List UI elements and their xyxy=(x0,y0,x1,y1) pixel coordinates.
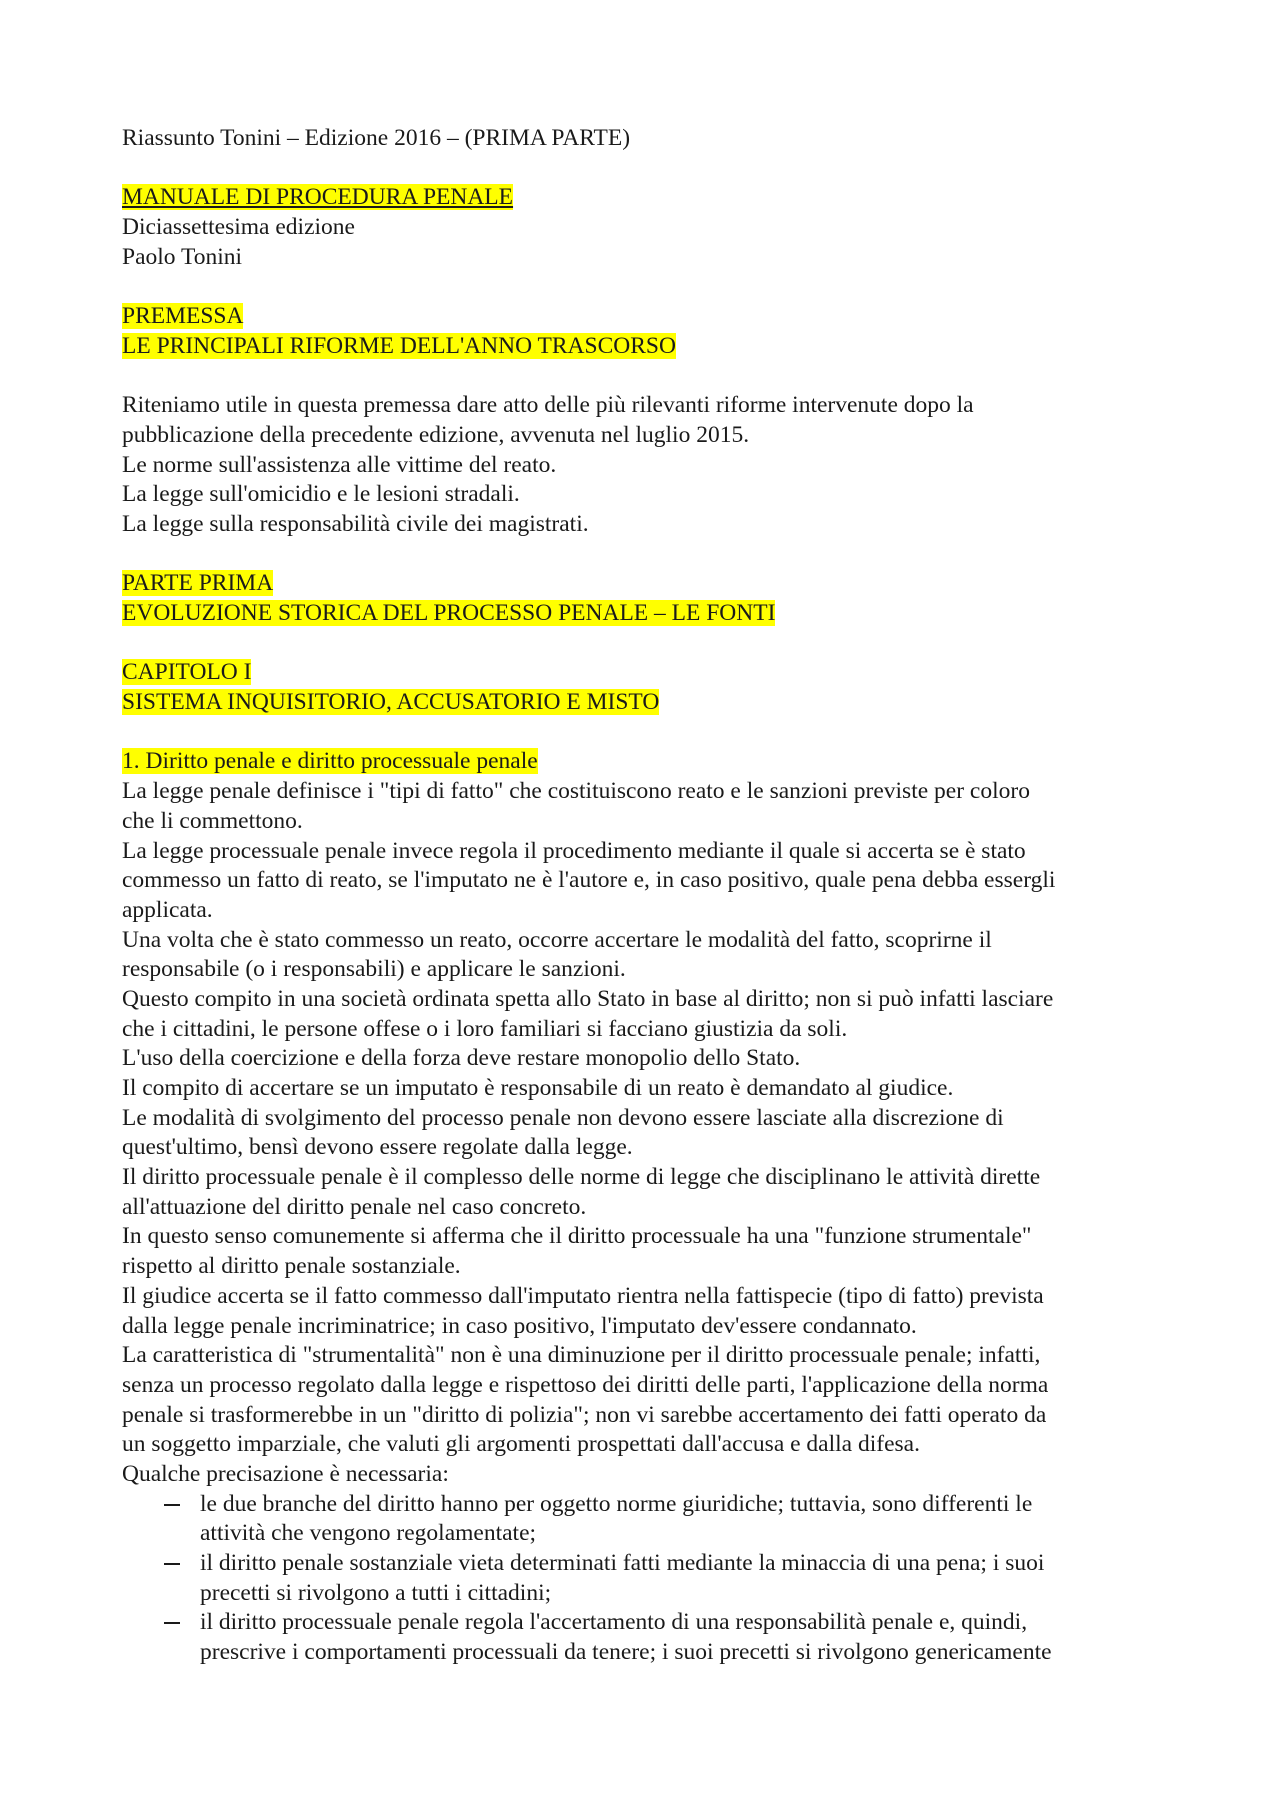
premessa-line: Riteniamo utile in questa premessa dare atto delle più rilevanti riforme intervenute dopo la xyxy=(122,392,974,419)
section-line: senza un processo regolato dalla legge e rispettoso dei diritti delle parti, l'applicazione della norma xyxy=(122,1371,1049,1398)
dash-bullet-icon xyxy=(162,1608,182,1638)
premessa-line: La legge sull'omicidio e le lesioni stradali. xyxy=(122,481,520,508)
section-line: Una volta che è stato commesso un reato, occorre accertare le modalità del fatto, scoprirne il xyxy=(122,926,992,953)
document-header-line: Riassunto Tonini – Edizione 2016 – (PRIMA PARTE) xyxy=(122,125,631,151)
bullet-line: il diritto processuale penale regola l'accertamento di una responsabilità penale e, quindi, xyxy=(200,1609,1028,1636)
section-line: che i cittadini, le persone offese o i loro familiari si facciano giustizia da soli. xyxy=(122,1015,848,1042)
section-line: rispetto al diritto penale sostanziale. xyxy=(122,1253,461,1280)
spacer xyxy=(122,540,1162,570)
section-line: Le modalità di svolgimento del processo penale non devono essere lasciate alla discrezione di xyxy=(122,1104,1004,1131)
premessa-line: Le norme sull'assistenza alle vittime del reato. xyxy=(122,451,557,478)
spacer xyxy=(122,362,1162,392)
section-line: quest'ultimo, bensì devono essere regolate dalla legge. xyxy=(122,1134,633,1161)
section-line: dalla legge penale incriminatrice; in caso positivo, l'imputato dev'essere condannato. xyxy=(122,1312,917,1339)
dash-bullet-icon xyxy=(162,1549,182,1579)
list-item xyxy=(122,1490,1162,1549)
bullet-line: precetti si rivolgono a tutti i cittadini; xyxy=(200,1579,552,1606)
section-line: La caratteristica di "strumentalità" non è una diminuzione per il diritto processuale penale; infatti, xyxy=(122,1342,1041,1369)
list-item xyxy=(122,1608,1162,1667)
bullet-list xyxy=(122,1490,1162,1668)
parte-heading: PARTE PRIMA xyxy=(122,570,274,597)
section-line: Questo compito in una società ordinata spetta allo Stato in base al diritto; non si può infatti lasciare xyxy=(122,985,1054,1012)
premessa-line: pubblicazione della precedente edizione, avvenuta nel luglio 2015. xyxy=(122,421,750,448)
section-line: Qualche precisazione è necessaria: xyxy=(122,1460,449,1487)
spacer xyxy=(122,718,1162,748)
capitolo-subheading: SISTEMA INQUISITORIO, ACCUSATORIO E MISTO xyxy=(122,689,660,716)
book-author: Paolo Tonini xyxy=(122,243,243,270)
section-line: responsabile (o i responsabili) e applicare le sanzioni. xyxy=(122,956,626,983)
section-line: La legge penale definisce i "tipi di fatto" che costituiscono reato e le sanzioni previste per coloro xyxy=(122,778,1030,805)
section-line: Il compito di accertare se un imputato è responsabile di un reato è demandato al giudice. xyxy=(122,1075,954,1101)
dash-bullet-icon xyxy=(162,1490,182,1520)
section-line: La legge processuale penale invece regola il procedimento mediante il quale si accerta se è stato xyxy=(122,837,1026,864)
parte-subheading: EVOLUZIONE STORICA DEL PROCESSO PENALE – LE FONTI xyxy=(122,600,776,626)
section-title: 1. Diritto penale e diritto processuale penale xyxy=(122,748,538,775)
section-line: penale si trasformerebbe in un "diritto di polizia"; non vi sarebbe accertamento dei fatti operato da xyxy=(122,1401,1047,1428)
section-line: L'uso della coercizione e della forza deve restare monopolio dello Stato. xyxy=(122,1045,801,1072)
section-line: Il diritto processuale penale è il complesso delle norme di legge che disciplinano le attività dirette xyxy=(122,1164,1041,1191)
section-line: Il giudice accerta se il fatto commesso dall'imputato rientra nella fattispecie (tipo di fatto) prevista xyxy=(122,1282,1044,1309)
section-line: In questo senso comunemente si afferma che il diritto processuale ha una "funzione strumentale" xyxy=(122,1223,1032,1250)
spacer xyxy=(122,154,1162,184)
section-line: un soggetto imparziale, che valuti gli argomenti prospettati dall'accusa e dalla difesa. xyxy=(122,1431,920,1458)
bullet-line: il diritto penale sostanziale vieta determinati fatti mediante la minaccia di una pena; i suoi xyxy=(200,1550,1045,1576)
document-body xyxy=(122,124,1162,1668)
section-line: che li commettono. xyxy=(122,807,303,834)
bullet-line: attività che vengono regolamentate; xyxy=(200,1520,537,1547)
book-edition: Diciassettesima edizione xyxy=(122,214,355,241)
premessa-line: La legge sulla responsabilità civile dei magistrati. xyxy=(122,510,589,537)
spacer xyxy=(122,629,1162,659)
bullet-line: prescrive i comportamenti processuali da tenere; i suoi precetti si rivolgono genericamente xyxy=(200,1639,1052,1666)
book-title: MANUALE DI PROCEDURA PENALE xyxy=(122,184,514,211)
premessa-subheading: LE PRINCIPALI RIFORME DELL'ANNO TRASCORSO xyxy=(122,332,676,359)
section-line: commesso un fatto di reato, se l'imputato ne è l'autore e, in caso positivo, quale pena debba essergli xyxy=(122,867,1056,894)
premessa-heading: PREMESSA xyxy=(122,303,244,330)
capitolo-heading: CAPITOLO I xyxy=(122,659,252,686)
bullet-line: le due branche del diritto hanno per oggetto norme giuridiche; tuttavia, sono differenti le xyxy=(200,1490,1033,1517)
section-line: all'attuazione del diritto penale nel caso concreto. xyxy=(122,1193,587,1220)
list-item xyxy=(122,1549,1162,1608)
section-line: applicata. xyxy=(122,896,213,923)
spacer xyxy=(122,272,1162,302)
